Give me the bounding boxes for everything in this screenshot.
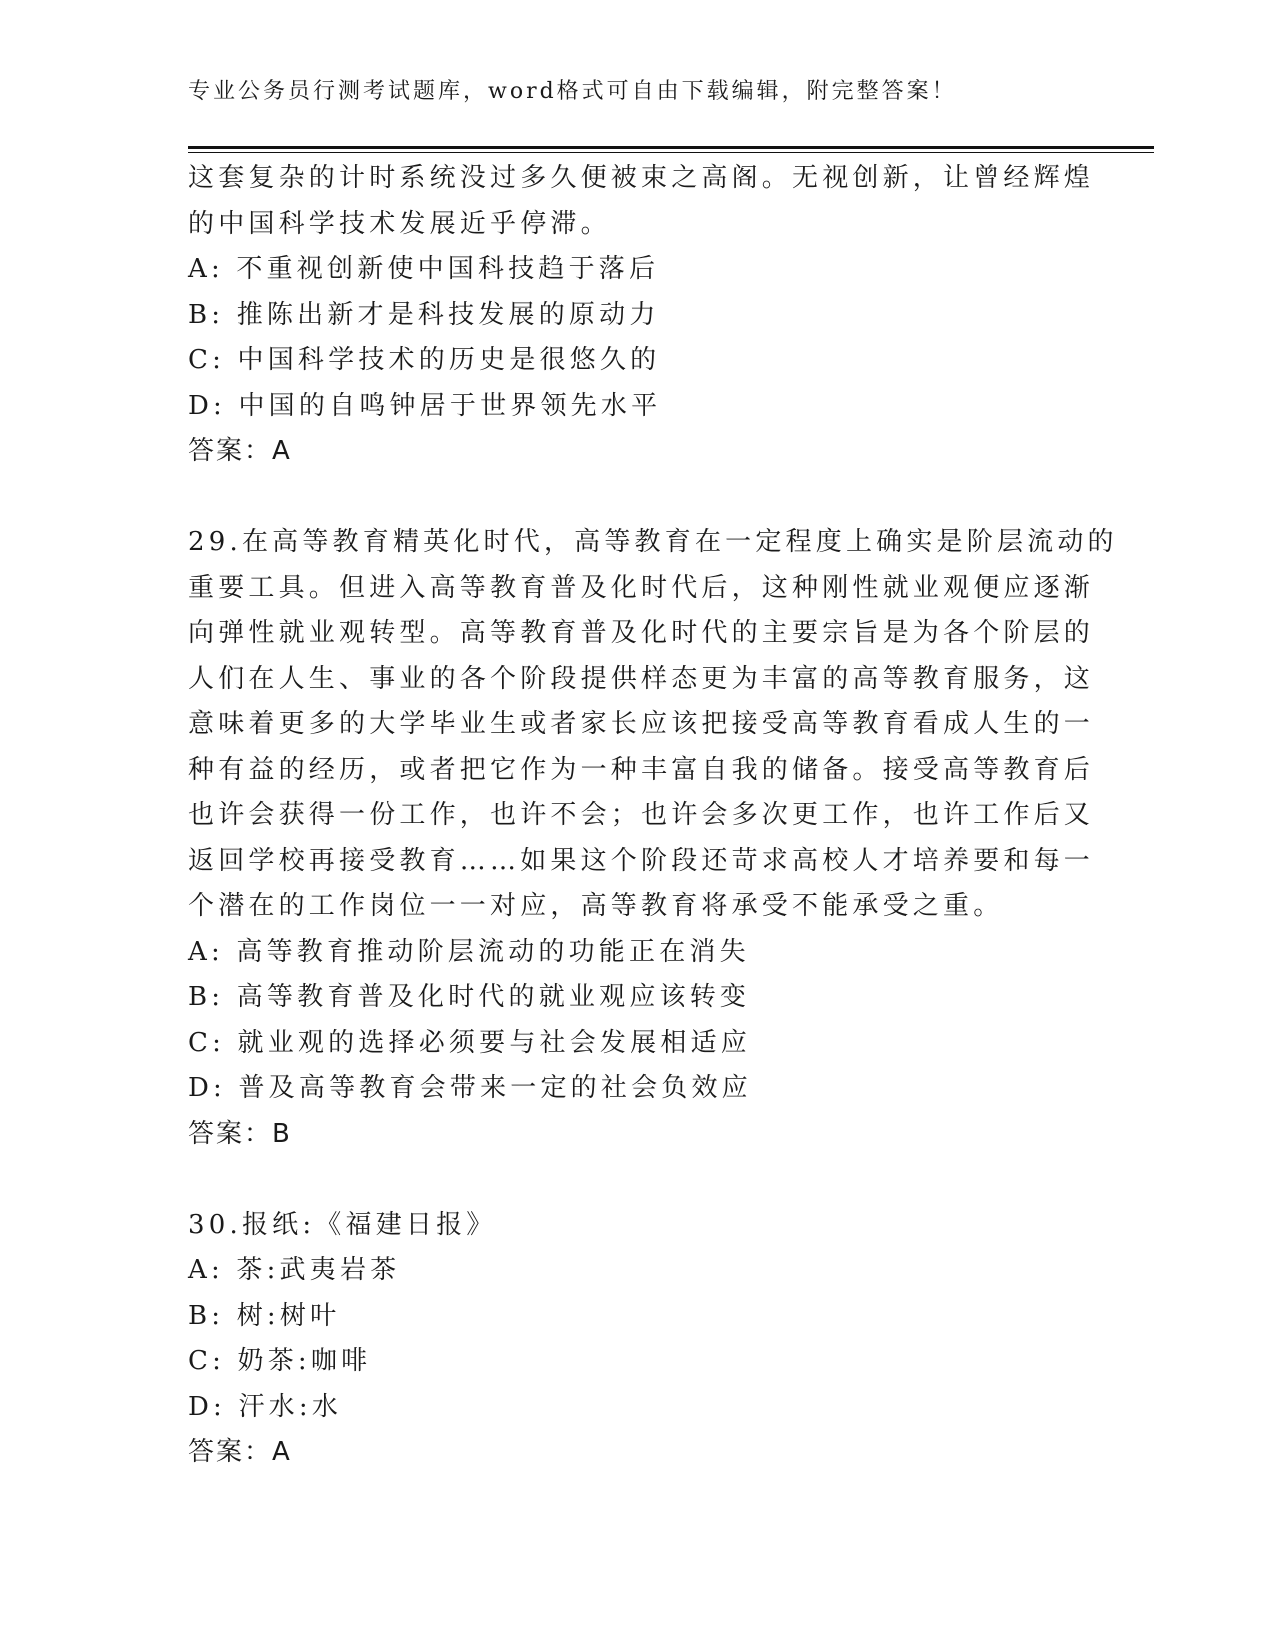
option-d: D: 汗水:水 (188, 1391, 343, 1422)
answer-line: 答案：A (188, 436, 292, 466)
option-a: A: 高等教育推动阶层流动的功能正在消失 (188, 936, 750, 967)
option-c: C: 就业观的选择必须要与社会发展相适应 (188, 1027, 751, 1058)
option-a: A: 不重视创新使中国科技趋于落后 (188, 254, 660, 284)
question-stem-line: 返回学校再接受教育……如果这个阶段还苛求高校人才培养要和每一 (188, 845, 1095, 876)
question-30 (188, 1203, 1088, 1476)
question-stem-line: 29.在高等教育精英化时代，高等教育在一定程度上确实是阶层流动的 (188, 527, 1118, 557)
question-stem-line: 的中国科学技术发展近乎停滞。 (188, 208, 611, 239)
option-a: A: 茶:武夷岩茶 (188, 1255, 401, 1285)
question-stem-line: 这套复杂的计时系统没过多久便被束之高阁。无视创新，让曾经辉煌 (188, 163, 1095, 193)
page-header: 专业公务员行测考试题库，word格式可自由下载编辑，附完整答案！ (188, 79, 957, 104)
question-stem-line: 个潜在的工作岗位一一对应，高等教育将承受不能承受之重。 (188, 891, 1004, 921)
question-stem-line: 重要工具。但进入高等教育普及化时代后，这种刚性就业观便应逐渐 (188, 572, 1095, 603)
answer-line: 答案：A (188, 1437, 292, 1467)
question-stem-line: 人们在人生、事业的各个阶段提供样态更为丰富的高等教育服务，这 (188, 663, 1095, 694)
question-stem-line: 意味着更多的大学毕业生或者家长应该把接受高等教育看成人生的一 (188, 709, 1095, 739)
option-c: C: 奶茶:咖啡 (188, 1346, 372, 1376)
spacer (188, 475, 1088, 521)
option-c: C: 中国科学技术的历史是很悠久的 (188, 345, 661, 375)
option-b: B: 高等教育普及化时代的就业观应该转变 (188, 982, 751, 1012)
question-stem-line: 向弹性就业观转型。高等教育普及化时代的主要宗旨是为各个阶层的 (188, 618, 1095, 648)
question-29 (188, 520, 1118, 1157)
header-rule-thin (188, 152, 1154, 153)
header-rule-thick (188, 146, 1154, 149)
option-b: B: 树:树叶 (188, 1300, 341, 1331)
question-stem-line: 种有益的经历，或者把它作为一种丰富自我的储备。接受高等教育后 (188, 754, 1095, 785)
document-body (188, 156, 1118, 1476)
answer-line: 答案：B (188, 1118, 292, 1149)
option-d: D: 中国的自鸣钟居于世界领先水平 (188, 390, 662, 421)
spacer (188, 1157, 1088, 1203)
option-d: D: 普及高等教育会带来一定的社会负效应 (188, 1073, 752, 1103)
question-stem-line: 30.报纸:《福建日报》 (188, 1209, 497, 1240)
question-28 (188, 156, 1095, 475)
question-stem-line: 也许会获得一份工作，也许不会；也许会多次更工作，也许工作后又 (188, 800, 1095, 830)
option-b: B: 推陈出新才是科技发展的原动力 (188, 299, 660, 330)
